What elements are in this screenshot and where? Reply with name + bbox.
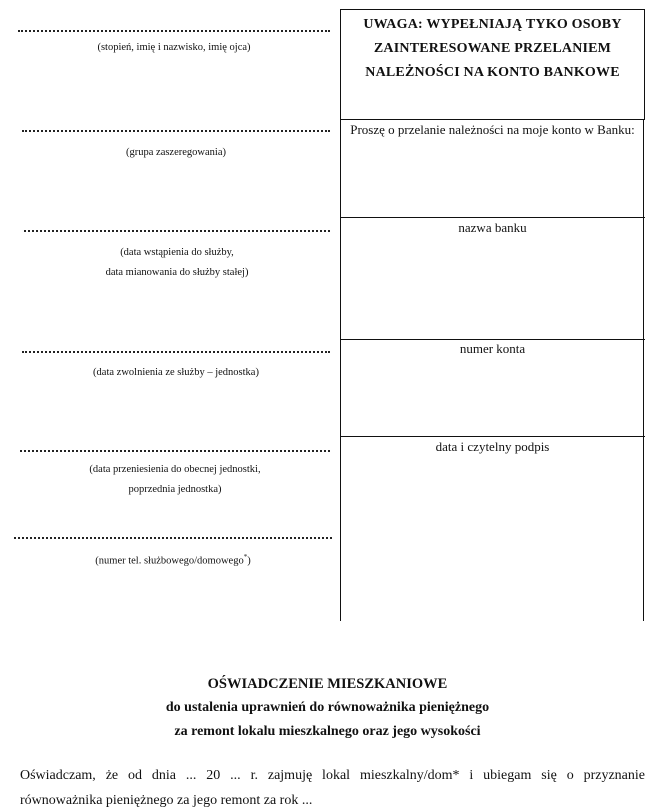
rank-name-caption: (stopień, imię i nazwisko, imię ojca) (97, 42, 251, 53)
pay-group-dotted-line[interactable] (22, 130, 330, 132)
bank-request-area[interactable] (342, 140, 642, 216)
account-number-field[interactable] (342, 360, 642, 434)
bank-name-field[interactable] (342, 238, 642, 336)
bank-box-left-border (340, 119, 341, 621)
transfer-caption: (data przeniesienia do obecnej jednostki, poprzednia jednostka) (89, 464, 261, 495)
signature-label: data i czytelny podpis (435, 439, 550, 454)
declaration-body-line2: równoważnika pieniężnego za jego remont za rok ... (20, 793, 313, 808)
declaration-body-line1: Oświadczam, że od dnia ... 20 ... r. zajmuję lokal mieszkalny/dom* i ubiegam się o przyznanie (20, 768, 645, 783)
pay-group-caption: (grupa zaszeregowania) (126, 147, 226, 158)
signature-field[interactable] (342, 458, 642, 618)
declaration-title: OŚWIADCZENIE MIESZKANIOWE (207, 676, 448, 692)
bank-notice-heading: UWAGA: WYPEŁNIAJĄ TYKO OSOBY ZAINTERESOWANE PRZELANIEM NALEŻNOŚCI NA KONTO BANKOWE (363, 17, 622, 80)
service-start-dotted-line[interactable] (24, 230, 330, 232)
account-number-label: numer konta (459, 341, 526, 356)
bank-box-right-border (643, 119, 644, 621)
bank-name-divider (340, 217, 645, 218)
transfer-dotted-line[interactable] (20, 450, 330, 452)
account-number-divider (340, 339, 645, 340)
declaration-subtitle-line2: za remont lokalu mieszkalnego oraz jego wysokości (174, 724, 481, 739)
phone-dotted-line[interactable] (14, 537, 332, 539)
signature-divider (340, 436, 645, 437)
bank-name-label: nazwa banku (458, 220, 527, 235)
service-start-caption: (data wstąpienia do służby, data mianowania do służby stałej) (105, 247, 249, 278)
transfer-request-text: Proszę o przelanie należności na moje konto w Banku: (350, 122, 635, 137)
rank-name-dotted-line[interactable] (18, 30, 330, 32)
declaration-subtitle-line1: do ustalenia uprawnień do równoważnika pieniężnego (165, 700, 490, 715)
discharge-caption: (data zwolnienia ze służby – jednostka) (93, 367, 259, 378)
discharge-dotted-line[interactable] (22, 351, 330, 353)
phone-caption: (numer tel. służbowego/domowego*) (95, 553, 251, 567)
